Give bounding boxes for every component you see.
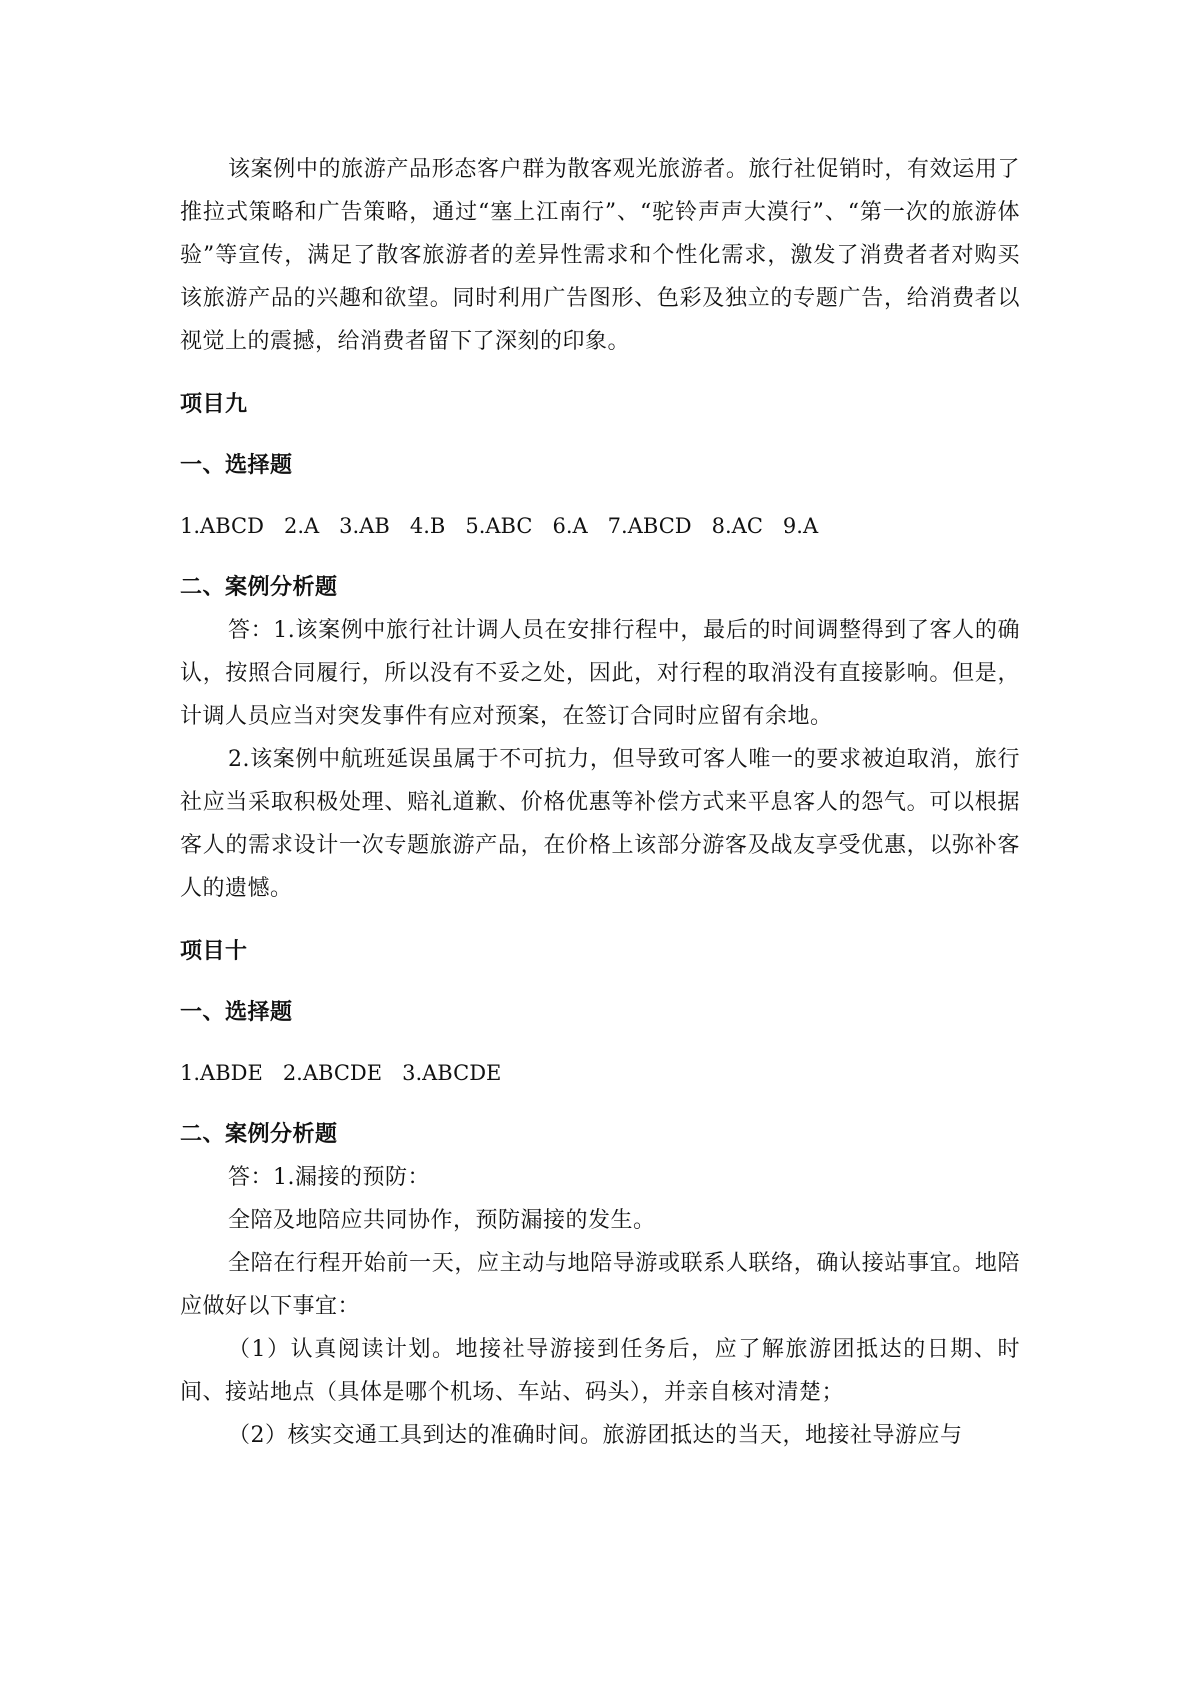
project10-choice-answers: 1.ABDE 2.ABCDE 3.ABCDE	[180, 1061, 502, 1085]
project9-choice-heading: 一、选择题	[180, 453, 293, 478]
project10-case-heading: 二、案例分析题	[180, 1122, 338, 1147]
project9-case-answer-2: 2.该案例中航班延误虽属于不可抗力，但导致可客人唯一的要求被迫取消，旅行社应当采取积极处理、赔礼道歉、价格优惠等补偿方式来平息客人的怨气。可以根据客人的需求设计一次专题旅游产品，在价格上该部分游客及战友享受优惠，以弥补客人的遗憾。	[180, 747, 1020, 901]
document-page	[180, 148, 1020, 1457]
project9-title: 项目九	[180, 392, 248, 417]
project9-case-answer-1: 答：1.该案例中旅行社计调人员在安排行程中，最后的时间调整得到了客人的确认，按照合同履行，所以没有不妥之处，因此，对行程的取消没有直接影响。但是，计调人员应当对突发事件有应对预案，在签订合同时应留有余地。	[180, 618, 1020, 729]
project9-choice-answers: 1.ABCD 2.A 3.AB 4.B 5.ABC 6.A 7.ABCD 8.AC 9.A	[180, 514, 819, 538]
project9-case-heading: 二、案例分析题	[180, 575, 338, 600]
project10-case-line-4: （1）认真阅读计划。地接社导游接到任务后，应了解旅游团抵达的日期、时间、接站地点（具体是哪个机场、车站、码头），并亲自核对清楚；	[180, 1337, 1020, 1405]
project10-title: 项目十	[180, 939, 248, 964]
project10-case-line-3: 全陪在行程开始前一天，应主动与地陪导游或联系人联络，确认接站事宜。地陪应做好以下事宜：	[180, 1251, 1020, 1319]
project10-case-line-1: 答：1.漏接的预防：	[228, 1165, 430, 1190]
project10-case-line-2: 全陪及地陪应共同协作，预防漏接的发生。	[228, 1208, 656, 1233]
intro-paragraph: 该案例中的旅游产品形态客户群为散客观光旅游者。旅行社促销时，有效运用了推拉式策略和广告策略，通过“塞上江南行”、“驼铃声声大漠行”、“第一次的旅游体验”等宣传，满足了散客旅游者的差异性需求和个性化需求，激发了消费者者对购买该旅游产品的兴趣和欲望。同时利用广告图形、色彩及独立的专题广告，给消费者以视觉上的震撼，给消费者留下了深刻的印象。	[180, 157, 1020, 354]
project10-choice-heading: 一、选择题	[180, 1000, 293, 1025]
project10-case-line-5: （2）核实交通工具到达的准确时间。旅游团抵达的当天，地接社导游应与	[228, 1423, 963, 1448]
